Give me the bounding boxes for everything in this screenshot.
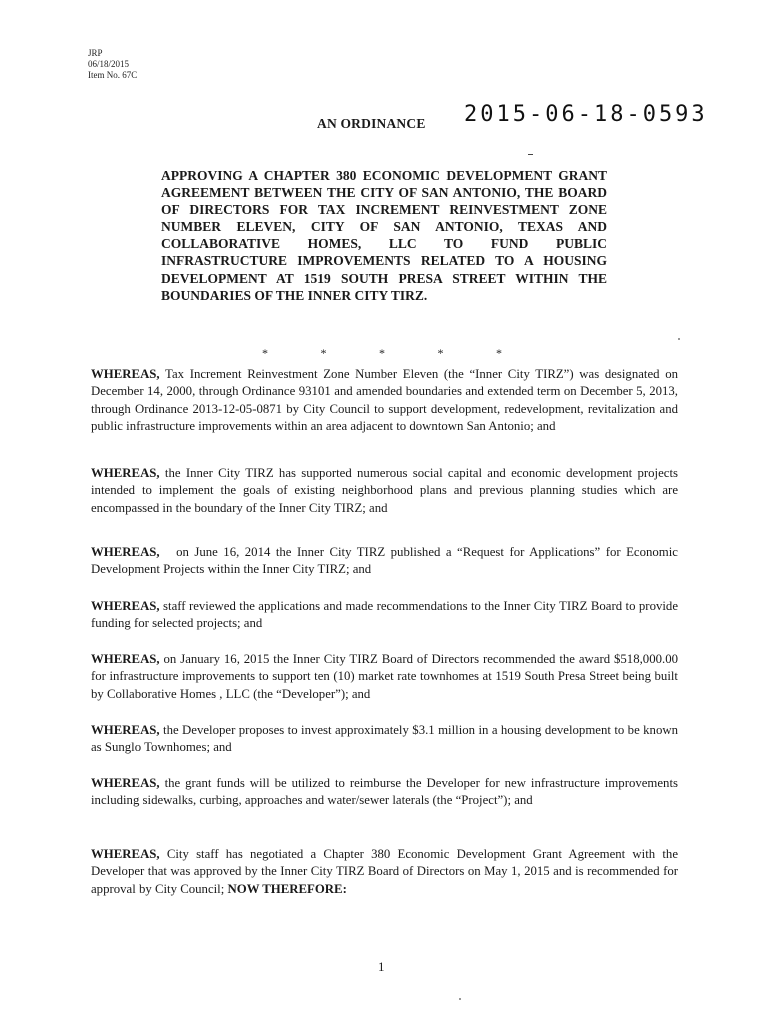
- section-separator: [262, 346, 502, 361]
- author-initials: JRP: [88, 48, 103, 58]
- item-number: Item No. 67C: [88, 70, 138, 80]
- ordinance-number-stamp: 2015-06-18-0593: [464, 102, 708, 127]
- separator-star: *: [437, 346, 444, 360]
- whereas-clause-5: [91, 651, 678, 703]
- scan-speck: [459, 998, 461, 1000]
- whereas-clause-3: [91, 544, 682, 579]
- separator-star: *: [320, 346, 327, 360]
- whereas-clause-4: [91, 598, 678, 633]
- clause-text: Tax Increment Reinvestment Zone Number Eleven (the “Inner City TIRZ”) was designated on December 14, 2000, through Ordinance 93101 and amended boundaries and extended term on December 5, 2013, through Ordinance 2013-12-05-0871 by City Council to support development, redevelopment, revitalization and public infrastructure improvements within an area adjacent to downtown San Antonio; and: [91, 367, 678, 434]
- whereas-clause-6: [91, 722, 678, 757]
- clause-text: on June 16, 2014 the Inner City TIRZ published a “Request for Applications” for Economic Development Projects within the Inner City TIRZ; and: [91, 545, 682, 577]
- closing-phrase: NOW THEREFORE:: [227, 881, 347, 896]
- whereas-clause-1: [91, 366, 678, 436]
- clause-keyword: WHEREAS,: [91, 466, 160, 480]
- clause-text: the Inner City TIRZ has supported numerous social capital and economic development projects intended to implement the goals of existing neighborhood plans and previous planning studies which are encompassed in the boundary of the Inner City TIRZ; and: [91, 466, 678, 515]
- ordinance-label: AN ORDINANCE: [317, 116, 426, 131]
- clause-keyword: WHEREAS,: [91, 847, 160, 861]
- document-date: 06/18/2015: [88, 59, 130, 69]
- clause-keyword: WHEREAS,: [91, 599, 160, 613]
- whereas-clause-8: [91, 846, 678, 898]
- ordinance-title: APPROVING A CHAPTER 380 ECONOMIC DEVELOPMENT GRANT AGREEMENT BETWEEN THE CITY OF SAN ANTONIO, THE BOARD OF DIRECTORS FOR TAX INCREMENT REINVESTMENT ZONE NUMBER ELEVEN, CITY OF SAN ANTONIO, TEXAS AND COLLABORATIVE HOMES, LLC TO FUND PUBLIC INFRASTRUCTURE IMPROVEMENTS RELATED TO A HOUSING DEVELOPMENT AT 1519 SOUTH PRESA STREET WITHIN THE BOUNDARIES OF THE INNER CITY TIRZ.: [161, 168, 607, 303]
- clause-keyword: WHEREAS,: [91, 652, 160, 666]
- clause-keyword: WHEREAS,: [91, 776, 160, 790]
- clause-text: staff reviewed the applications and made recommendations to the Inner City TIRZ Board to provide funding for selected projects; and: [91, 599, 678, 631]
- clause-keyword: WHEREAS,: [91, 545, 160, 559]
- scan-speck: [678, 338, 680, 340]
- clause-text: the grant funds will be utilized to reimburse the Developer for new infrastructure improvements including sidewalks, curbing, approaches and water/sewer laterals (the “Project”); and: [91, 776, 678, 808]
- clause-text: City staff has negotiated a Chapter 380 Economic Development Grant Agreement with the Developer that was approved by the Inner City TIRZ Board of Directors on May 1, 2015 and is recommended for approval by City Council;: [91, 847, 678, 896]
- clause-text: on January 16, 2015 the Inner City TIRZ Board of Directors recommended the award $518,000.00 for infrastructure improvements to support ten (10) market rate townhomes at 1519 South Presa Street being built by Collaborative Homes , LLC (the “Developer”); and: [91, 652, 678, 701]
- clause-text: the Developer proposes to invest approximately $3.1 million in a housing development to be known as Sunglo Townhomes; and: [91, 723, 678, 755]
- whereas-clause-7: [91, 775, 678, 810]
- whereas-clause-2: [91, 465, 678, 517]
- page-number: 1: [378, 959, 385, 974]
- separator-star: *: [496, 346, 502, 360]
- document-header-meta: [88, 48, 137, 81]
- separator-star: *: [379, 346, 385, 360]
- separator-star: *: [262, 346, 268, 360]
- clause-keyword: WHEREAS,: [91, 723, 160, 737]
- stray-mark: [528, 154, 533, 155]
- clause-keyword: WHEREAS,: [91, 367, 160, 381]
